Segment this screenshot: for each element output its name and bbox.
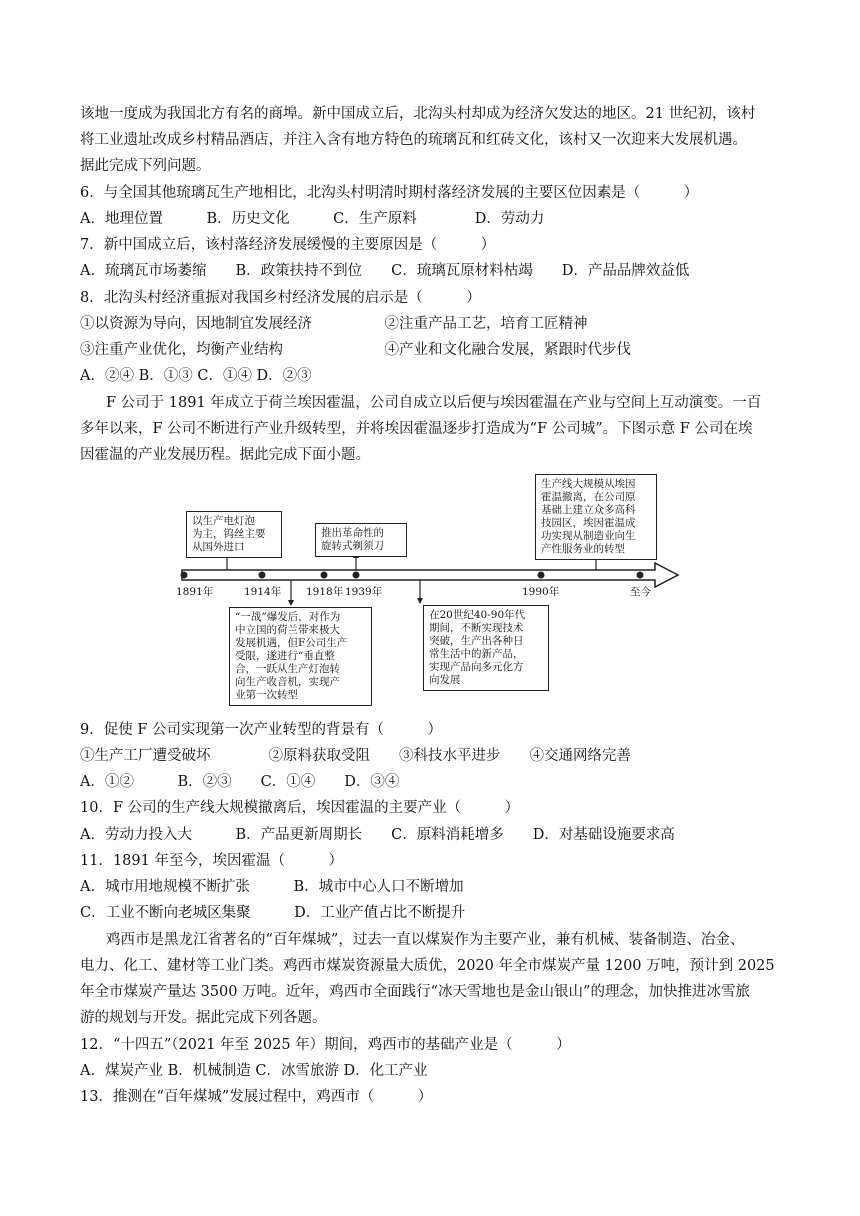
question-10: 10．F 公司的生产线大规模撤离后，埃因霍温的主要产业（ ） xyxy=(80,800,520,816)
question-12: 12．“十四五”（2021 年至 2025 年）期间，鸡西市的基础产业是（ ） xyxy=(80,1037,571,1053)
year-label: 1939年 xyxy=(345,586,383,598)
timeline-box-1990: 生产线大规模从埃因 霍温撤离，在公司原 基础上建立众多高科 技园区，埃因霍温成 功实现从制造业向生 产性服务业的转型 xyxy=(535,474,657,560)
question-7-options: A．琉璃瓦市场萎缩 B．政策扶持不到位 C．琉璃瓦原材料枯竭 D．产品品牌效益低 xyxy=(80,263,690,279)
passage-line: 游的规划与开发。据此完成下列各题。 xyxy=(80,1010,327,1026)
year-label: 1914年 xyxy=(244,586,282,598)
question-6: 6．与全国其他琉璃瓦生产地相比，北沟头村明清时期村落经济发展的主要区位因素是（ ） xyxy=(80,185,699,201)
passage-line: 电力、化工、建材等工业门类。鸡西市煤炭资源量大质优，2020 年全市煤炭产量 1200 万吨，预计到 2025 xyxy=(80,958,775,974)
passage-line: 将工业遗址改成乡村精品酒店，并注入含有地方特色的琉璃瓦和红砖文化，该村又一次迎来大发展机遇。 xyxy=(80,132,747,148)
question-11: 11．1891 年至今，埃因霍温（ ） xyxy=(80,853,343,869)
passage-line: 多年以来，F 公司不断进行产业升级转型，并将埃因霍温逐步打造成为“F 公司城”。下图示意 F 公司在埃 xyxy=(80,421,753,437)
passage-line: 因霍温的产业发展历程。据此完成下面小题。 xyxy=(80,447,370,463)
question-11-options: C．工业不断向老城区集聚 D．工业产值占比不断提升 xyxy=(80,905,466,921)
question-7: 7．新中国成立后，该村落经济发展缓慢的主要原因是（ ） xyxy=(80,237,496,253)
passage-line: 据此完成下列问题。 xyxy=(80,158,211,174)
passage-line: F 公司于 1891 年成立于荷兰埃因霍温，公司自成立以后便与埃因霍温在产业与空间上互动演变。一百 xyxy=(106,395,762,411)
question-8: 8．北沟头村经济重振对我国乡村经济发展的启示是（ ） xyxy=(80,290,481,306)
question-13: 13．推测在“百年煤城”发展过程中，鸡西市（ ） xyxy=(80,1089,433,1105)
question-12-options: A．煤炭产业 B．机械制造 C．冰雪旅游 D．化工产业 xyxy=(80,1063,428,1079)
year-label: 1990年 xyxy=(522,586,560,598)
question-6-options: A．地理位置 B．历史文化 C．生产原料 D．劳动力 xyxy=(80,211,545,227)
timeline-box-ww1: “一战”爆发后，对作为 中立国的荷兰带来极大 发展机遇，但F公司生产 受限，遂进行“垂直整 合，一跃从生产灯泡转 向生产收音机，实现产 业第一次转型 xyxy=(229,607,372,706)
question-8-options: A．②④ B．①③ C．①④ D．②③ xyxy=(80,368,312,384)
year-label: 1918年 xyxy=(306,586,344,598)
question-9-options: A．①② B．②③ C．①④ D．③④ xyxy=(80,774,400,790)
timeline-box-1940-1990: 在20世纪40-90年代 期间，不断实现技术 突破，生产出各种日 常生活中的新产品， 实现产品向多元化方 向发展 xyxy=(423,605,549,691)
year-label: 1891年 xyxy=(176,586,214,598)
question-9-statements: ①生产工厂遭受破坏 ②原料获取受阻 ③科技水平进步 ④交通网络完善 xyxy=(80,748,631,764)
question-8-statements: ①以资源为导向，因地制宜发展经济 ②注重产品工艺，培育工匠精神 xyxy=(80,316,588,332)
passage-line: 该地一度成为我国北方有名的商埠。新中国成立后，北沟头村却成为经济欠发达的地区。21 世纪初，该村 xyxy=(80,106,756,122)
question-11-options: A．城市用地规模不断扩张 B．城市中心人口不断增加 xyxy=(80,879,464,895)
passage-line: 鸡西市是黑龙江省著名的“百年煤城”，过去一直以煤炭作为主要产业，兼有机械、装备制造、冶金、 xyxy=(106,932,745,948)
passage-line: 年全市煤炭产量达 3500 万吨。近年，鸡西市全面践行“冰天雪地也是金山银山”的理念，加快推进冰雪旅 xyxy=(80,984,750,1000)
timeline-box-1891: 以生产电灯泡 为主，钨丝主要 从国外进口 xyxy=(186,511,282,558)
question-9: 9．促使 F 公司实现第一次产业转型的背景有（ ） xyxy=(80,722,443,738)
timeline-box-1939: 推出革命性的 旋转式剃须刀 xyxy=(315,523,407,557)
question-10-options: A．劳动力投入大 B．产品更新周期长 C．原料消耗增多 D．对基础设施要求高 xyxy=(80,827,675,843)
year-label: 至今 xyxy=(630,586,651,598)
question-8-statements: ③注重产业优化，均衡产业结构 ④产业和文化融合发展，紧跟时代步伐 xyxy=(80,342,631,358)
